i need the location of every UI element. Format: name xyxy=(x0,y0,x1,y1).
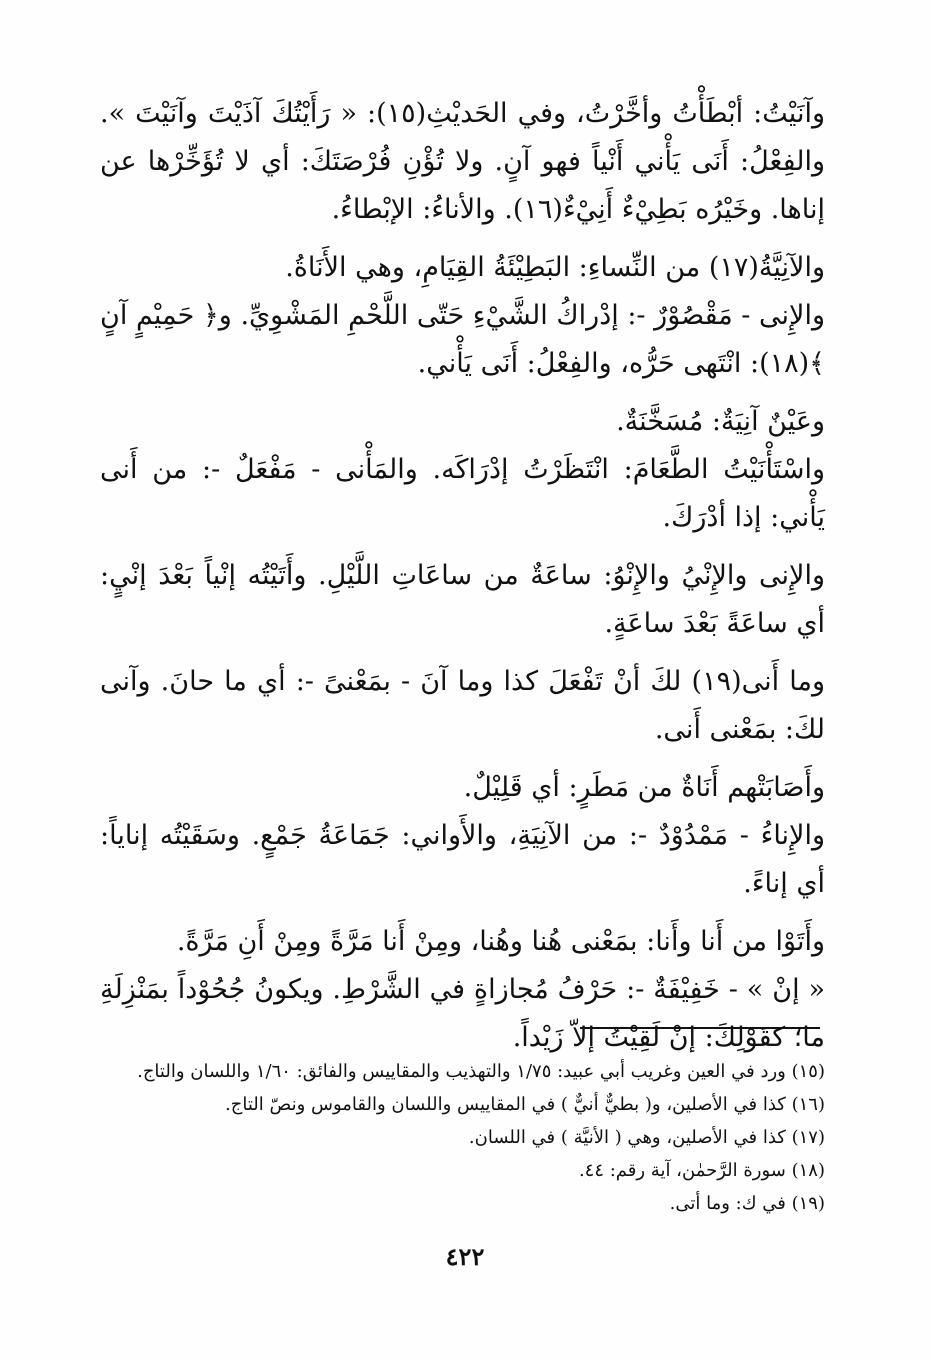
footnote-18: (١٨) سورة الرَّحمٰن، آية رقم: ٤٤. xyxy=(578,1160,825,1181)
paragraph-1: وآنَيْتُ: أبْطَأْتُ وأخَّرْتُ، وفي الحَديْثِ(١٥): « رَأَيْتُكَ آذَيْتَ وآنَيْتَ ». والفِعْلُ: أَنَى يَأْني أَنْياً فهو آنٍ. ولا تُؤْنِ فُرْصَتَكَ: أي لا تُؤَخِّرْها عن إناها. وخَيْرُه بَطِيْءٌ أَنِيْءٌ(١٦). والأناءُ: الإبْطاءُ. xyxy=(100,98,825,225)
paragraph-7: وما أَنى(١٩) لكَ أنْ تَفْعَلَ كذا وما آنَ - بمَعْنىً -: أي ما حانَ. وآنى لكَ: بمَعْنى أَنى. xyxy=(100,666,825,745)
footnote-19: (١٩) في ك: وما أتى. xyxy=(669,1193,825,1214)
paragraph-3: والإِنى - مَقْصُوْرٌ -: إدْراكُ الشَّيْءِ حَتّى اللَّحْمِ المَشْوِيِّ. و﴿ حَمِيْمٍ آنٍ ﴾(١٨): انْتَهى حَرُّه، والفِعْلُ: أَنَى يَأْني. xyxy=(100,300,825,379)
page-number: ٤٢٢ xyxy=(445,1242,485,1271)
paragraph-11: « إنْ » - خَفِيْفَةٌ -: حَرْفُ مُجازاةٍ في الشَّرْطِ. ويكونُ جُحُوْداً بمَنْزِلَةِ ما؛ كقَوْلِكَ: إنْ لَقِيْتُ إلاّ زَيْداً. xyxy=(100,974,825,1053)
footnote-17: (١٧) كذا في الأصلين، وهي ( الأنيَّة ) في اللسان. xyxy=(468,1127,825,1148)
paragraph-5: واسْتَأْنَيْتُ الطَّعَامَ: انْتَظَرْتُ إدْرَاكَه. والمَأْنى - مَفْعَلٌ -: من أَنى يَأْني: إذا أدْرَكَ. xyxy=(100,454,825,533)
footnotes xyxy=(100,1055,825,1220)
footnote-15: (١٥) ورد في العين وغريب أبي عبيد: ١/٧٥ والتهذيب والمقاييس والفائق: ١/٦٠ واللسان والتاج. xyxy=(137,1061,825,1082)
paragraph-6: والإِنى والإِنْيُ والإِنْوُ: ساعَةٌ من ساعَاتِ اللَّيْلِ. وأَتَيْتُه إنْياً بَعْدَ إنْيٍ: أي ساعَةً بَعْدَ ساعَةٍ. xyxy=(100,560,825,639)
paragraph-10: وأَتَوْا من أَنا وأَنا: بمَعْنى هُنا وهُنا، ومِنْ أَنا مَرَّةً ومِنْ أَنِ مَرَّةً. xyxy=(176,926,825,957)
footnote-separator xyxy=(580,1027,820,1029)
footnote-16: (١٦) كذا في الأصلين، و( بطيٌّ أنيٌّ ) في المقاييس واللسان والقاموس ونصّ التاج. xyxy=(225,1094,825,1115)
paragraph-9: والإِناءُ - مَمْدُوْدٌ -: من الآنِيَةِ، والأَواني: جَمَاعَةُ جَمْعٍ. وسَقَيْتُه إناياً: أي إناءً. xyxy=(100,820,825,899)
paragraph-4: وعَيْنٌ آنِيَةٌ: مُسَخَّنَةٌ. xyxy=(616,406,825,437)
paragraph-8: وأَصَابَتْهم أَنَاةٌ من مَطَرٍ: أي قَلِيْلٌ. xyxy=(463,772,825,803)
main-text xyxy=(100,90,825,1062)
paragraph-2: والآنِيَّةُ(١٧) من النِّساءِ: البَطِيْئَةُ القِيَامِ، وهي الأَنَاةُ. xyxy=(285,252,825,283)
